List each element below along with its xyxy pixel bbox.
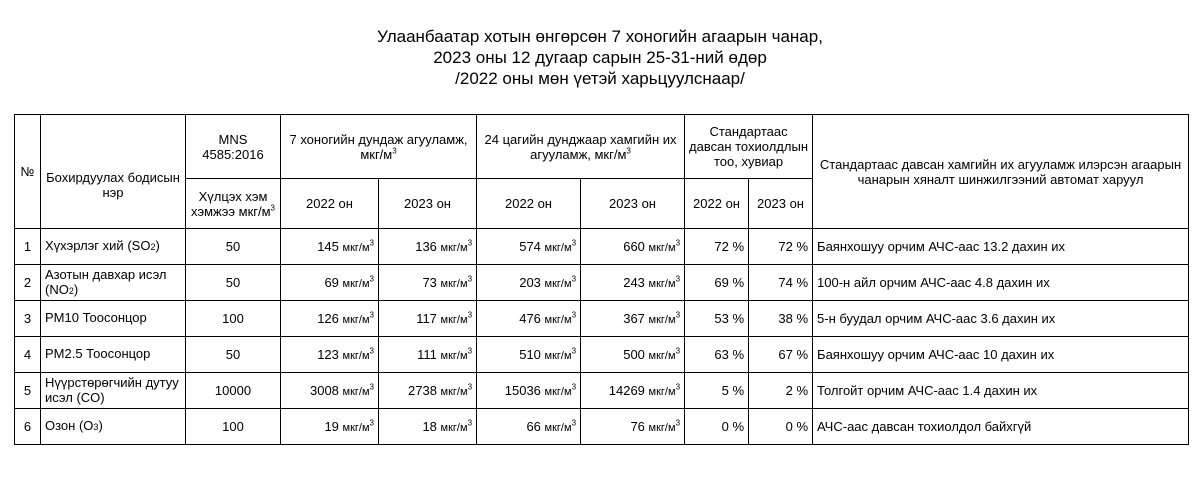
air-quality-table (14, 114, 1189, 445)
exceedance-2023: 72 % (749, 229, 813, 265)
row-number: 2 (15, 265, 41, 301)
monitoring-station-note: 100-н айл орчим АЧС-аас 4.8 дахин их (813, 265, 1189, 301)
max-24h-2023: 76 мкг/$м^3$ (581, 409, 685, 445)
limit-value: 50 (186, 229, 281, 265)
monitoring-station-note: Толгойт орчим АЧС-аас 1.4 дахин их (813, 373, 1189, 409)
title-line-1: Улаанбаатар хотын өнгөрсөн 7 хоногийн агаарын чанар, (377, 27, 823, 46)
weekly-avg-2022: 126 мкг/$м^3$ (281, 301, 379, 337)
monitoring-station-note: 5-н буудал орчим АЧС-аас 3.6 дахин их (813, 301, 1189, 337)
row-number: 5 (15, 373, 41, 409)
max-24h-2022: 66 мкг/$м^3$ (477, 409, 581, 445)
header-exceedance: Стандартаас давсан тохиолдлын тоо, хувиар (685, 115, 813, 179)
exceedance-2022: 69 % (685, 265, 749, 301)
limit-value: 50 (186, 265, 281, 301)
header-mns: MNS 4585:2016 (186, 115, 281, 179)
pollutant-name: PM10 Тоосонцор (41, 301, 186, 337)
pollutant-name: PM2.5 Тоосонцор (41, 337, 186, 373)
limit-value: 50 (186, 337, 281, 373)
max-24h-2022: 510 мкг/$м^3$ (477, 337, 581, 373)
exceedance-2022: 0 % (685, 409, 749, 445)
header-limit: Хүлцэх хэм хэмжээ мкг/$м^3$ (186, 179, 281, 229)
header-avg-2022: 2022 он (281, 179, 379, 229)
max-24h-2022: 15036 мкг/$м^3$ (477, 373, 581, 409)
limit-value: 10000 (186, 373, 281, 409)
header-avg-2023: 2023 он (379, 179, 477, 229)
monitoring-station-note: Баянхошуу орчим АЧС-аас 13.2 дахин их (813, 229, 1189, 265)
header-exc-2023: 2023 он (749, 179, 813, 229)
pollutant-name: Озон (O3) (41, 409, 186, 445)
weekly-avg-2023: 18 мкг/$м^3$ (379, 409, 477, 445)
header-weekly-average: 7 хоногийн дундаж агууламж, мкг/$м^3$ (281, 115, 477, 179)
title-line-2: 2023 оны 12 дугаар сарын 25-31-ний өдөр (433, 48, 767, 67)
weekly-avg-2022: 145 мкг/$м^3$ (281, 229, 379, 265)
weekly-avg-2023: 73 мкг/$м^3$ (379, 265, 477, 301)
exceedance-2022: 63 % (685, 337, 749, 373)
max-24h-2022: 574 мкг/$м^3$ (477, 229, 581, 265)
header-exc-2022: 2022 он (685, 179, 749, 229)
table-row (15, 265, 1189, 301)
table-row (15, 409, 1189, 445)
table-row (15, 337, 1189, 373)
monitoring-station-note: Баянхошуу орчим АЧС-аас 10 дахин их (813, 337, 1189, 373)
exceedance-2022: 72 % (685, 229, 749, 265)
max-24h-2023: 243 мкг/$м^3$ (581, 265, 685, 301)
table-row (15, 229, 1189, 265)
row-number: 3 (15, 301, 41, 337)
weekly-avg-2023: 2738 мкг/$м^3$ (379, 373, 477, 409)
weekly-avg-2022: 123 мкг/$м^3$ (281, 337, 379, 373)
header-max-2022: 2022 он (477, 179, 581, 229)
table-row (15, 301, 1189, 337)
header-pollutant: Бохирдуулах бодисын нэр (41, 115, 186, 229)
max-24h-2023: 660 мкг/$м^3$ (581, 229, 685, 265)
max-24h-2023: 14269 мкг/$м^3$ (581, 373, 685, 409)
pollutant-name: Азотын давхар исэл (NO2) (41, 265, 186, 301)
pollutant-name: Хүхэрлэг хий (SO2) (41, 229, 186, 265)
weekly-avg-2023: 111 мкг/$м^3$ (379, 337, 477, 373)
max-24h-2023: 500 мкг/$м^3$ (581, 337, 685, 373)
limit-value: 100 (186, 301, 281, 337)
exceedance-2022: 5 % (685, 373, 749, 409)
limit-value: 100 (186, 409, 281, 445)
max-24h-2022: 203 мкг/$м^3$ (477, 265, 581, 301)
exceedance-2023: 2 % (749, 373, 813, 409)
exceedance-2023: 0 % (749, 409, 813, 445)
header-number: № (15, 115, 41, 229)
row-number: 1 (15, 229, 41, 265)
weekly-avg-2022: 3008 мкг/$м^3$ (281, 373, 379, 409)
header-24h-max: 24 цагийн дунджаар хамгийн их агууламж, мкг/$м^3$ (477, 115, 685, 179)
exceedance-2023: 38 % (749, 301, 813, 337)
pollutant-name: Нүүрстөрөгчийн дутуу исэл (CO) (41, 373, 186, 409)
row-number: 4 (15, 337, 41, 373)
exceedance-2023: 67 % (749, 337, 813, 373)
table-row (15, 373, 1189, 409)
document-title (0, 26, 1200, 89)
exceedance-2022: 53 % (685, 301, 749, 337)
weekly-avg-2022: 69 мкг/$м^3$ (281, 265, 379, 301)
max-24h-2023: 367 мкг/$м^3$ (581, 301, 685, 337)
max-24h-2022: 476 мкг/$м^3$ (477, 301, 581, 337)
title-line-3: /2022 оны мөн үетэй харьцуулснаар/ (455, 69, 745, 88)
header-max-2023: 2023 он (581, 179, 685, 229)
exceedance-2023: 74 % (749, 265, 813, 301)
row-number: 6 (15, 409, 41, 445)
weekly-avg-2022: 19 мкг/$м^3$ (281, 409, 379, 445)
weekly-avg-2023: 136 мкг/$м^3$ (379, 229, 477, 265)
header-monitoring-station: Стандартаас давсан хамгийн их агууламж илэрсэн агаарын чанарын хяналт шинжилгээний автомат харуул (813, 115, 1189, 229)
weekly-avg-2023: 117 мкг/$м^3$ (379, 301, 477, 337)
monitoring-station-note: АЧС-аас давсан тохиолдол байхгүй (813, 409, 1189, 445)
